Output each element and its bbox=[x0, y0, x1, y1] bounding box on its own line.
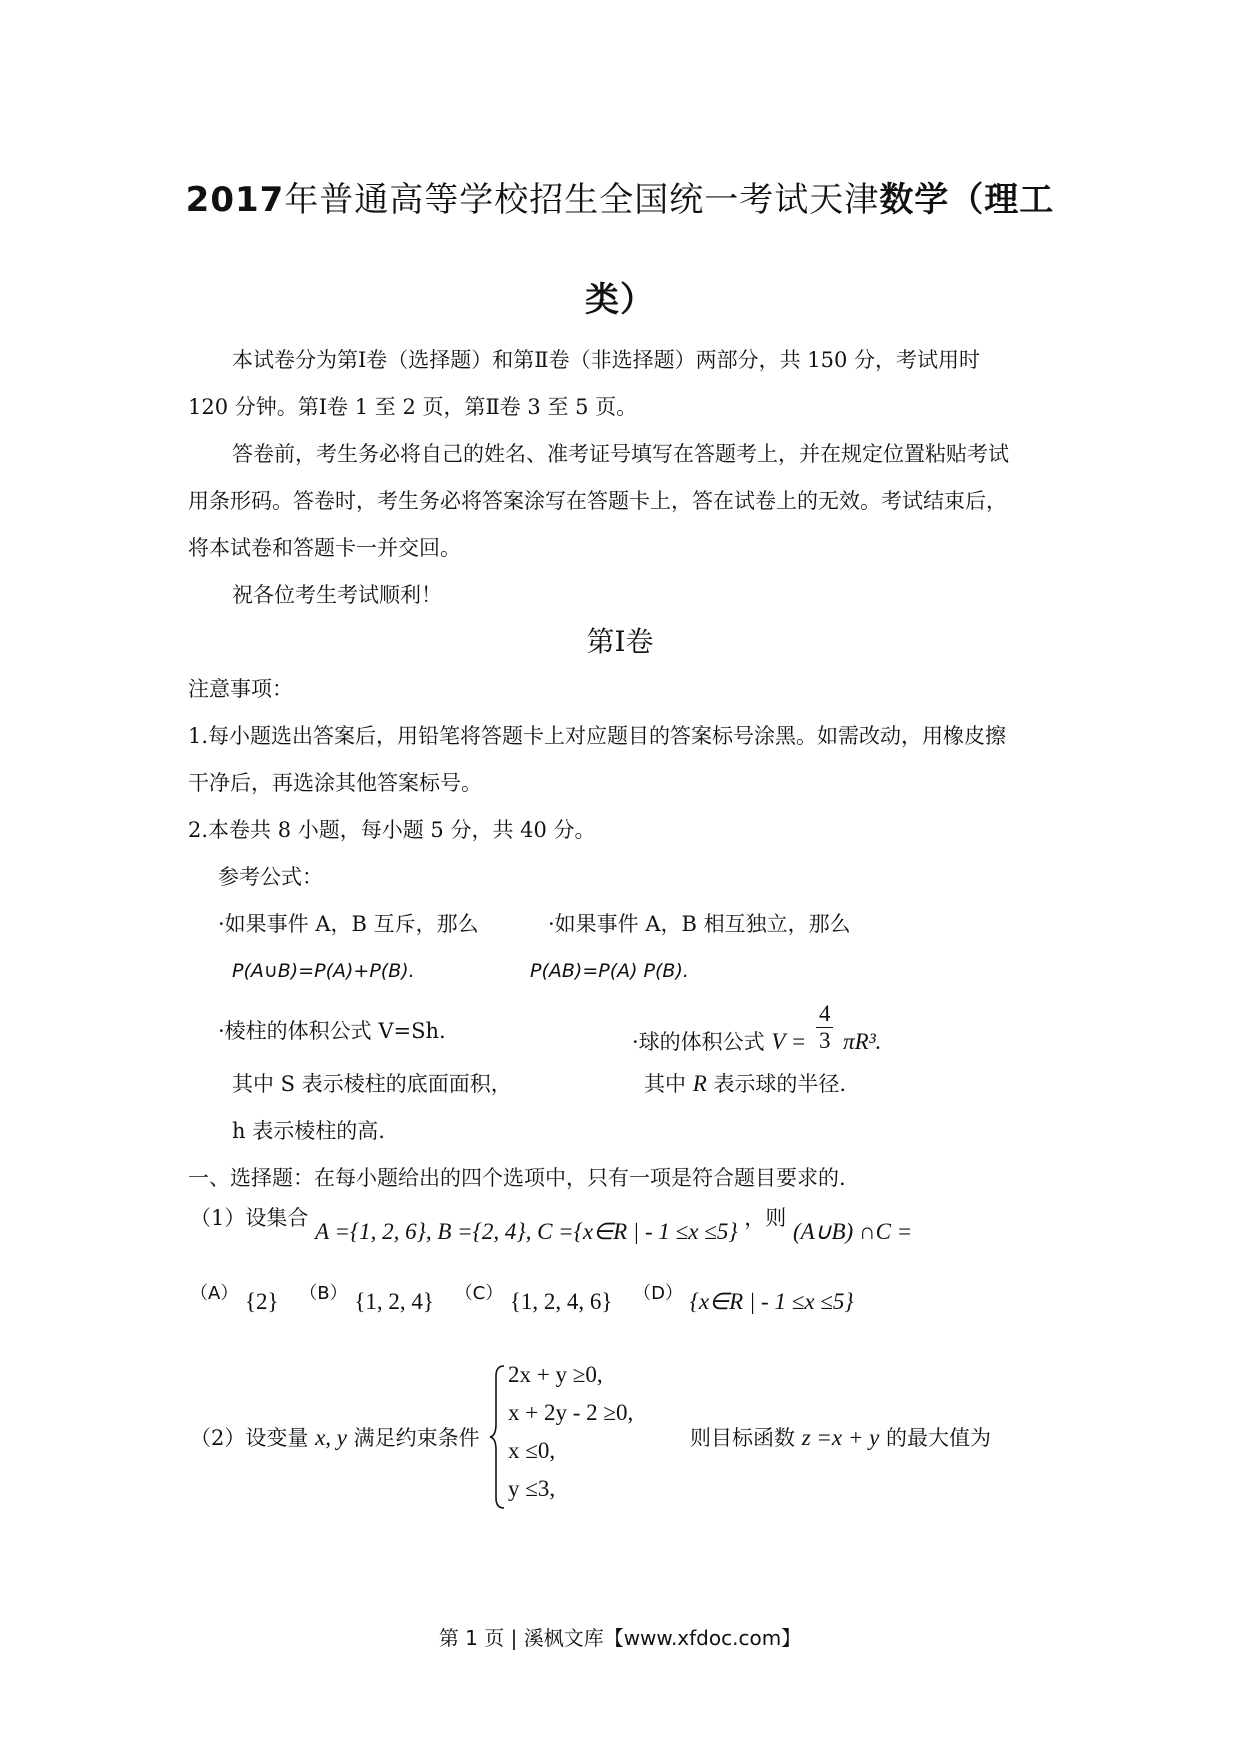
left-brace-icon bbox=[488, 1362, 508, 1512]
q2-then: 则目标函数 bbox=[690, 1426, 795, 1450]
option-d-value: {x∈R | - 1 ≤x ≤5} bbox=[689, 1289, 854, 1314]
q2-label: （2）设变量 bbox=[190, 1426, 309, 1450]
formula-independent-heading: ·如果事件 A，B 相互独立，那么 bbox=[548, 912, 851, 936]
question-2-suffix bbox=[690, 1424, 991, 1452]
intro-paragraph-2a: 答卷前，考生务必将自己的姓名、准考证号填写在答题考上，并在规定位置粘贴考试 bbox=[232, 442, 1009, 466]
question-1-options bbox=[190, 1283, 854, 1316]
constraint-4: y ≤3, bbox=[508, 1476, 556, 1501]
intro-paragraph-3: 祝各位考生考试顺利！ bbox=[232, 583, 442, 607]
q2-end: 的最大值为 bbox=[886, 1426, 992, 1450]
sphere-volume-fraction bbox=[816, 1001, 834, 1054]
formula-mutex: P(A∪B)=P(A)+P(B). bbox=[232, 960, 415, 982]
formula-mutex-heading: ·如果事件 A，B 互斥，那么 bbox=[218, 912, 479, 936]
option-b-value: {1, 2, 4} bbox=[354, 1289, 434, 1314]
notes-heading: 注意事项： bbox=[188, 677, 293, 701]
title-year: 2017 bbox=[185, 180, 285, 220]
formula-sphere-note bbox=[644, 1070, 846, 1098]
fraction-denominator: 3 bbox=[818, 1028, 831, 1053]
option-a-label: （A） bbox=[190, 1283, 239, 1304]
part1-heading: 一、选择题：在每小题给出的四个选项中，只有一项是符合题目要求的. bbox=[188, 1166, 846, 1190]
intro-paragraph-2c: 将本试卷和答题卡一并交回。 bbox=[188, 536, 461, 560]
section-title: 第Ⅰ卷 bbox=[586, 625, 654, 658]
formula-sphere-volume bbox=[632, 993, 881, 1073]
fraction-numerator: 4 bbox=[816, 1001, 834, 1028]
question-2-prefix bbox=[190, 1424, 480, 1452]
sphere-volume-lhs: V = bbox=[771, 1029, 807, 1054]
q2-vars: x, y bbox=[315, 1425, 347, 1450]
question-1 bbox=[190, 1206, 913, 1244]
option-b-label: （B） bbox=[299, 1283, 348, 1304]
sphere-volume-rest: πR³. bbox=[843, 1029, 882, 1054]
formula-prism-note-s: 其中 S 表示棱柱的底面面积， bbox=[232, 1072, 512, 1096]
q2-constraint-system bbox=[488, 1362, 688, 1512]
q1-sets: A ={1, 2, 6}, B ={2, 4}, C ={x∈R | - 1 ≤x ≤5} bbox=[315, 1219, 738, 1244]
sphere-note-r: R bbox=[692, 1071, 707, 1096]
option-d-label: （D） bbox=[633, 1283, 684, 1304]
formula-independent: P(AB)=P(A) P(B). bbox=[530, 960, 689, 982]
intro-paragraph-2b: 用条形码。答卷时，考生务必将答案涂写在答题卡上，答在试卷上的无效。考试结束后， bbox=[188, 489, 1007, 513]
q1-label: （1）设集合 bbox=[190, 1206, 309, 1230]
note-1b: 干净后，再选涂其他答案标号。 bbox=[188, 771, 482, 795]
constraint-3: x ≤0, bbox=[508, 1438, 556, 1463]
formula-prism-volume: ·棱柱的体积公式 V=Sh. bbox=[218, 1019, 446, 1043]
option-c-value: {1, 2, 4, 6} bbox=[509, 1289, 613, 1314]
title-subject: 数学（理工 bbox=[879, 180, 1055, 220]
q2-mid: 满足约束条件 bbox=[353, 1426, 480, 1450]
sphere-note-prefix: 其中 bbox=[644, 1072, 686, 1096]
formulas-heading: 参考公式： bbox=[218, 865, 323, 889]
note-2: 2.本卷共 8 小题，每小题 5 分，共 40 分。 bbox=[188, 818, 596, 842]
formula-prism-note-h: h 表示棱柱的高. bbox=[232, 1119, 385, 1143]
constraint-1: 2x + y ≥0, bbox=[508, 1362, 603, 1387]
q1-expression: (A∪B) ∩C = bbox=[792, 1219, 913, 1244]
title-line-2: 类） bbox=[585, 280, 655, 320]
intro-paragraph-1a: 本试卷分为第Ⅰ卷（选择题）和第Ⅱ卷（非选择题）两部分，共 150 分，考试用时 bbox=[232, 348, 980, 372]
note-1a: 1.每小题选出答案后，用铅笔将答题卡上对应题目的答案标号涂黑。如需改动，用橡皮擦 bbox=[188, 724, 1007, 748]
option-c-label: （C） bbox=[454, 1283, 504, 1304]
sphere-volume-label: ·球的体积公式 bbox=[632, 1030, 765, 1054]
page-footer: 第 1 页 | 溪枫文库【www.xfdoc.com】 bbox=[438, 1626, 802, 1650]
intro-paragraph-1b: 120 分钟。第Ⅰ卷 1 至 2 页，第Ⅱ卷 3 至 5 页。 bbox=[188, 395, 638, 419]
sphere-note-suffix: 表示球的半径. bbox=[713, 1072, 847, 1096]
title-middle: 年普通高等学校招生全国统一考试天津 bbox=[284, 180, 880, 220]
option-a-value: {2} bbox=[245, 1289, 279, 1314]
constraint-2: x + 2y - 2 ≥0, bbox=[508, 1400, 634, 1425]
title-line-1 bbox=[0, 172, 1240, 221]
q1-then: ，则 bbox=[744, 1206, 787, 1230]
q2-objective: z =x + y bbox=[801, 1425, 880, 1450]
